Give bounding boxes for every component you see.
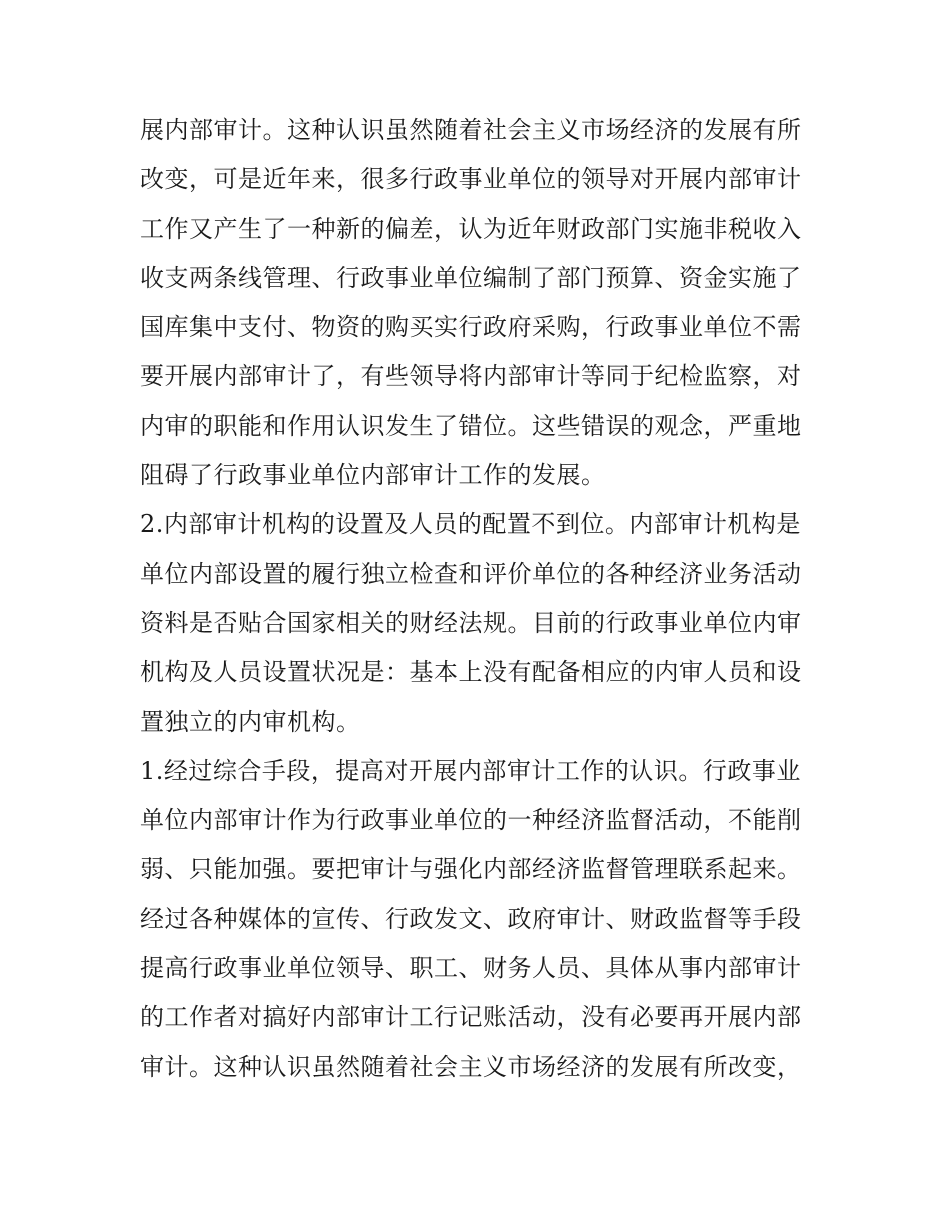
text-line: 单位内部设置的履行独立检查和评价单位的各种经济业务活动 bbox=[140, 559, 802, 588]
text-line: 改变，可是近年来，很多行政事业单位的领导对开展内部审计 bbox=[140, 165, 802, 194]
text-line: 机构及人员设置状况是：基本上没有配备相应的内审人员和设 bbox=[140, 658, 802, 687]
text-line: 收支两条线管理、行政事业单位编制了部门预算、资金实施了 bbox=[140, 263, 802, 292]
text-line: 国库集中支付、物资的购买实行政府采购，行政事业单位不需 bbox=[140, 313, 802, 342]
text-line: 置独立的内审机构。 bbox=[140, 707, 361, 736]
text-line: 审计。这种认识虽然随着社会主义市场经济的发展有所改变， bbox=[140, 1052, 802, 1081]
text-line: 弱、只能加强。要把审计与强化内部经济监督管理联系起来。 bbox=[140, 855, 802, 884]
text-line: 的工作者对搞好内部审计工行记账活动，没有必要再开展内部 bbox=[140, 1003, 802, 1032]
text-line: 1.经过综合手段，提高对开展内部审计工作的认识。行政事业 bbox=[140, 756, 801, 785]
text-line: 2.内部审计机构的设置及人员的配置不到位。内部审计机构是 bbox=[140, 510, 801, 539]
body-text bbox=[140, 106, 820, 1092]
text-line: 提高行政事业单位领导、职工、财务人员、具体从事内部审计 bbox=[140, 954, 802, 983]
text-line: 展内部审计。这种认识虽然随着社会主义市场经济的发展有所 bbox=[140, 116, 802, 144]
text-line: 经过各种媒体的宣传、行政发文、政府审计、财政监督等手段 bbox=[140, 904, 802, 933]
text-line: 要开展内部审计了，有些领导将内部审计等同于纪检监察，对 bbox=[140, 362, 802, 391]
text-line: 内审的职能和作用认识发生了错位。这些错误的观念，严重地 bbox=[140, 411, 802, 440]
text-line: 阻碍了行政事业单位内部审计工作的发展。 bbox=[140, 461, 606, 490]
text-line: 工作又产生了一种新的偏差，认为近年财政部门实施非税收入 bbox=[140, 214, 802, 243]
text-line: 资料是否贴合国家相关的财经法规。目前的行政事业单位内审 bbox=[140, 608, 802, 637]
text-line: 单位内部审计作为行政事业单位的一种经济监督活动，不能削 bbox=[140, 806, 802, 835]
